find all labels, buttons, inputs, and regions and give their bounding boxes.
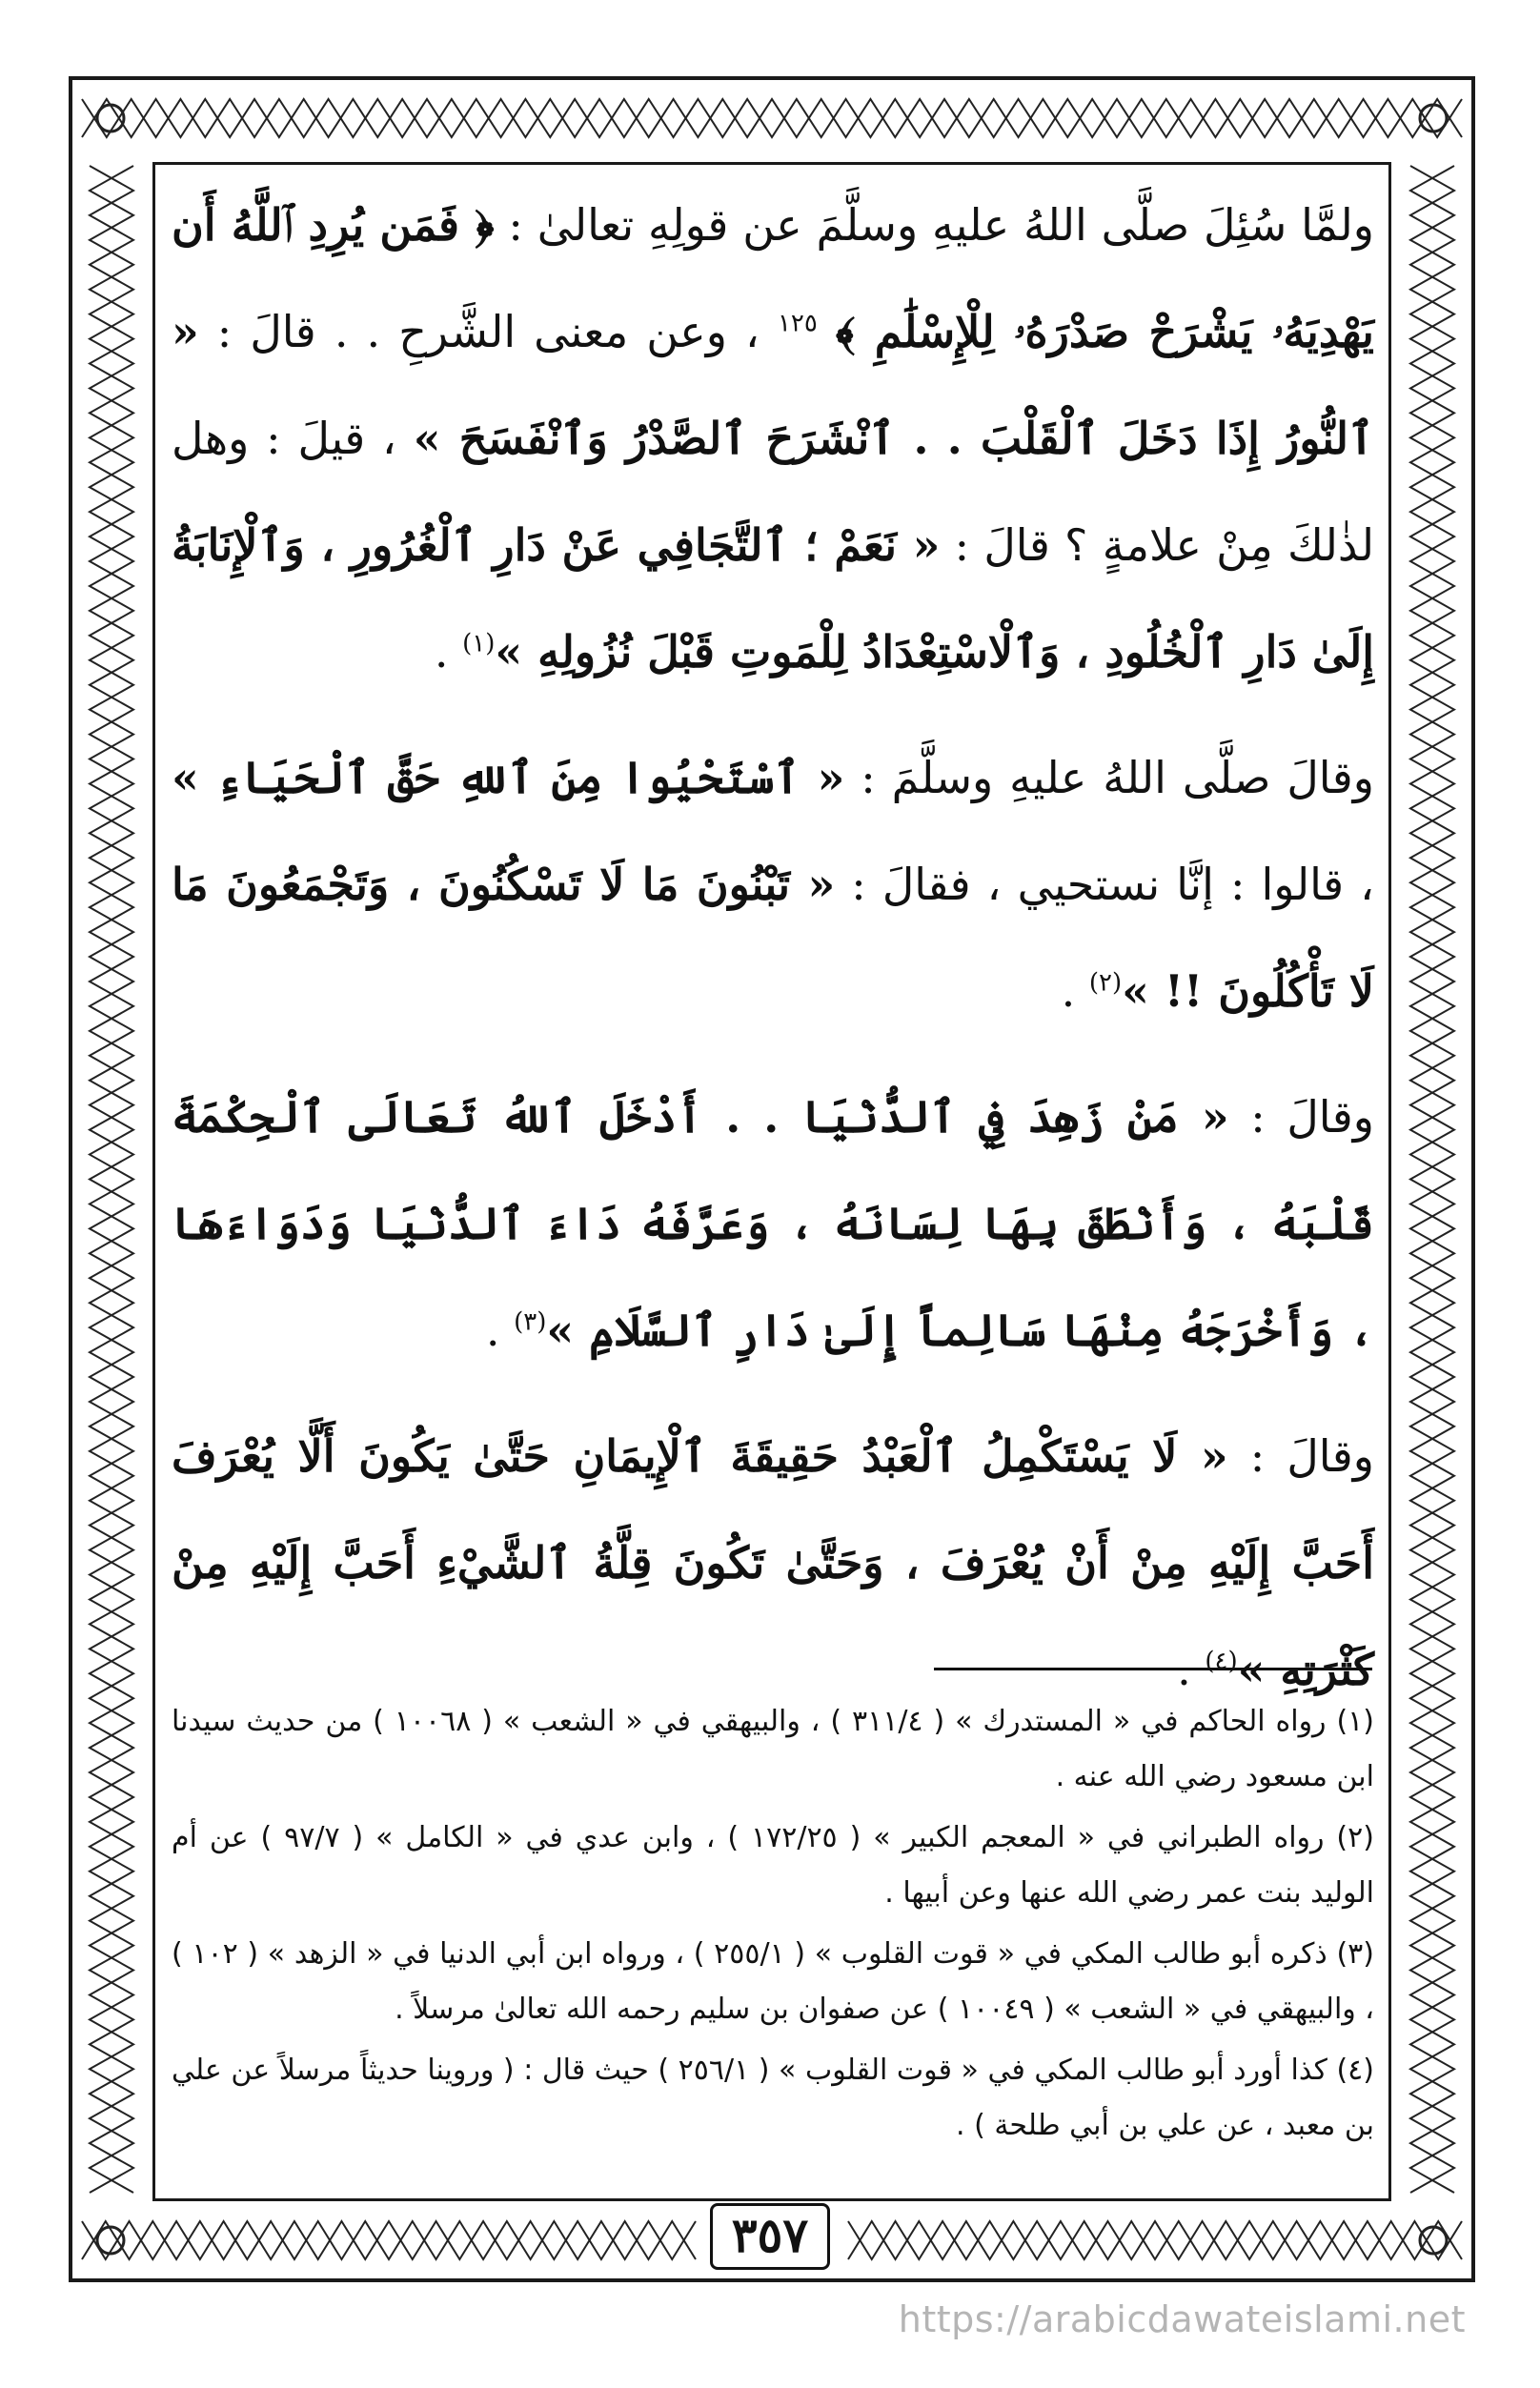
verse-number: ١٢٥: [777, 309, 818, 338]
hadith-text: « ٱلنُّورُ إِذَا دَخَلَ ٱلْقَلْبَ . . ٱنْشَرَحَ ٱلصَّدْرُ وَٱنْفَسَحَ »: [172, 306, 1374, 464]
p2-middle: ، قالوا : إنَّا نستحيي ، فقالَ :: [835, 859, 1375, 910]
footnote-ref-4: (٤): [1205, 1647, 1238, 1676]
p1-middle: ، وعن معنى الشَّرحِ . . قالَ :: [198, 306, 778, 357]
p4-intro: وقالَ :: [1227, 1430, 1374, 1482]
quran-verse: ﴿ فَمَن يُرِدِ ٱللَّهُ أَن يَهْدِيَهُۥ يَشْرَحْ صَدْرَهُۥ لِلْإِسْلَٰمِ ﴾: [172, 199, 1374, 357]
p2-intro: وقالَ صلَّى اللهُ عليهِ وسلَّمَ :: [844, 752, 1374, 803]
footnote-3: (٣) ذكره أبو طالب المكي في « قوت القلوب » ( ٢٥٥/١ ) ، ورواه ابن أبي الدنيا في « الزهد » ( ١٠٢ ) ، والبيهقي في « الشعب » ( ١٠٠٤٩ ) عن صفوان بن سليم رحمه الله تعالىٰ مرسلاً .: [172, 1937, 1374, 2026]
p1-end: .: [434, 626, 463, 678]
watermark-url: https://arabicdawateislami.net: [898, 2298, 1466, 2340]
footnote-ref-2: (٢): [1088, 968, 1123, 998]
footnotes: [172, 1694, 1374, 2159]
main-text: [172, 172, 1374, 1742]
footnote-ref-3: (٣): [514, 1307, 547, 1337]
paragraph-1: [172, 172, 1374, 705]
p3-intro: وقالَ :: [1228, 1091, 1374, 1143]
p2-end: .: [1061, 965, 1089, 1017]
hadith-text: « تَبْنُونَ مَا لَا تَسْكُنُونَ ، وَتَجْمَعُونَ مَا لَا تَأْكُلُونَ !! »: [172, 859, 1374, 1017]
hadith-text: « ٱسْتَحْيُوا مِنَ ٱللهِ حَقَّ ٱلْحَيَاءِ »: [172, 752, 845, 803]
paragraph-4: [172, 1403, 1374, 1723]
footnote-separator: [934, 1668, 1372, 1670]
hadith-text: « مَنْ زَهِدَ فِي ٱلدُّنْيَا . . أَدْخَلَ ٱللهُ تَعَالَى ٱلْحِكْمَةَ قَلْبَهُ ، وَأَنْطَقَ بِهَا لِسَانَهُ ، وَعَرَّفَهُ دَاءَ ٱلدُّنْيَا وَدَوَاءَهَا ، وَأَخْرَجَهُ مِنْهَا سَالِماً إِلَىٰ دَارِ ٱلسَّلَامِ »: [172, 1091, 1374, 1356]
hadith-text: « نَعَمْ ؛ ٱلتَّجَافِي عَنْ دَارِ ٱلْغُرُورِ ، وَٱلْإِنَابَةُ إِلَىٰ دَارِ ٱلْخُلُودِ ، وَٱلْاسْتِعْدَادُ لِلْمَوتِ قَبْلَ نُزُولِهِ »: [172, 519, 1374, 678]
p1-intro: ولمَّا سُئِلَ صلَّى اللهُ عليهِ وسلَّمَ عن قولِهِ تعالىٰ :: [494, 199, 1374, 251]
page-number: ٣٥٧: [710, 2203, 830, 2270]
paragraph-2: [172, 724, 1374, 1044]
hadith-text: « لَا يَسْتَكْمِلُ ٱلْعَبْدُ حَقِيقَةَ ٱلْإِيمَانِ حَتَّىٰ يَكُونَ أَلَّا يُعْرَفَ أَحَبَّ إِلَيْهِ مِنْ أَنْ يُعْرَفَ ، وَحَتَّىٰ تَكُونَ قِلَّةُ ٱلشَّيْءِ أَحَبَّ إِلَيْهِ مِنْ كَثْرَتِهِ »: [172, 1430, 1374, 1695]
p3-end: .: [485, 1305, 515, 1356]
paragraph-3: [172, 1063, 1374, 1384]
p1-question: ، قيلَ : وهل لذٰلكَ مِنْ علامةٍ ؟ قالَ :: [172, 413, 1374, 571]
footnote-2: (٢) رواه الطبراني في « المعجم الكبير » ( ١٧٢/٢٥ ) ، وابن عدي في « الكامل » ( ٩٧/٧ ) عن أم الوليد بنت عمر رضي الله عنها وعن أبيها .: [172, 1821, 1374, 1910]
footnote-1: (١) رواه الحاكم في « المستدرك » ( ٣١١/٤ ) ، والبيهقي في « الشعب » ( ١٠٠٦٨ ) من حديث سيدنا ابن مسعود رضي الله عنه .: [172, 1705, 1375, 1793]
footnote-ref-1: (١): [462, 629, 496, 658]
footnote-4: (٤) كذا أورد أبو طالب المكي في « قوت القلوب » ( ٢٥٦/١ ) حيث قال : ( وروينا حديثاً مرسلاً عن علي بن معبد ، عن علي بن أبي طلحة ) .: [172, 2054, 1374, 2142]
p4-end: .: [1177, 1644, 1206, 1695]
